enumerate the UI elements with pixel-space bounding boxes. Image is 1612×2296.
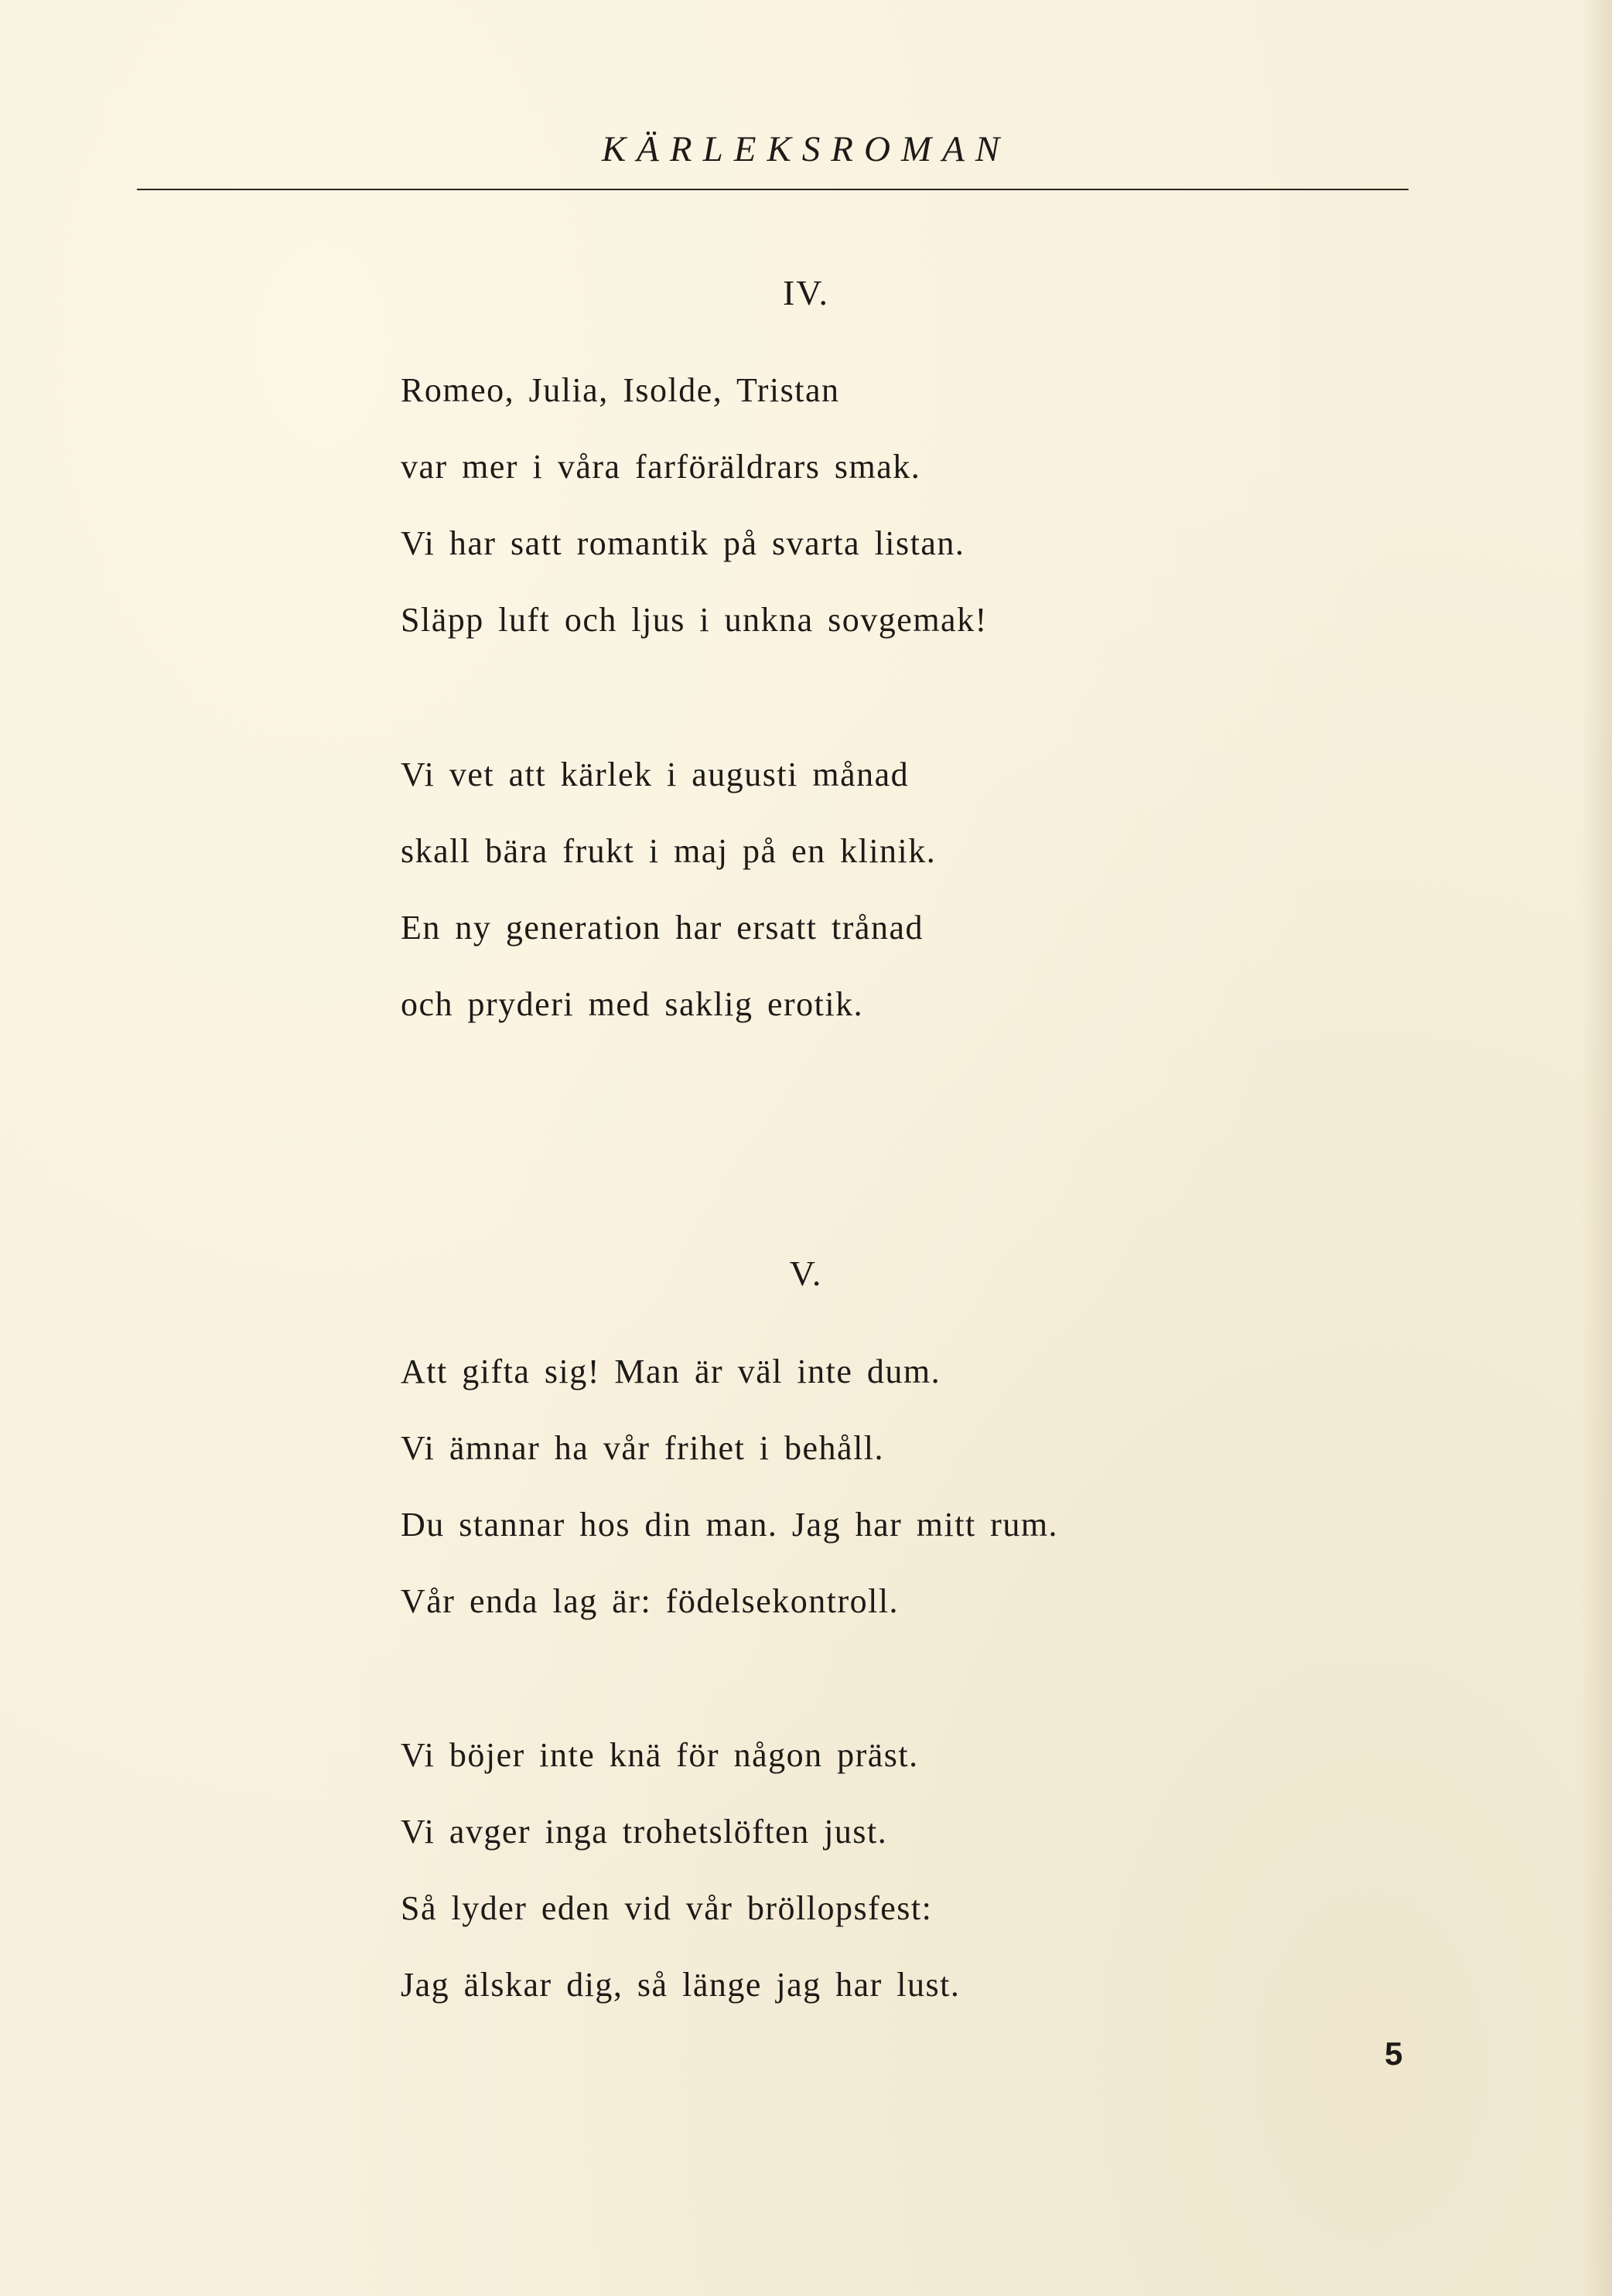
poem-line: och pryderi med saklig erotik.: [401, 985, 864, 1023]
stanza-iv-2: [401, 736, 1484, 1042]
stanza-v-2: [401, 1717, 1484, 2023]
stanza-v-1: [401, 1333, 1484, 1639]
page-edge-shadow: [1581, 0, 1612, 2296]
poem-line: Att gifta sig! Man är väl inte dum.: [401, 1353, 941, 1390]
poem-line: Jag älskar dig, så länge jag har lust.: [401, 1966, 961, 2004]
poem-line: En ny generation har ersatt trånad: [401, 909, 924, 947]
poem-line: Vi ämnar ha vår frihet i behåll.: [401, 1429, 885, 1467]
running-head: KÄRLEKSROMAN: [601, 129, 1011, 169]
poem-line: Du stannar hos din man. Jag har mitt rum.: [401, 1506, 1059, 1544]
poem-line: Så lyder eden vid vår bröllopsfest:: [401, 1889, 933, 1927]
section-number-iv: IV.: [782, 273, 830, 312]
poem-line: Romeo, Julia, Isolde, Tristan: [401, 371, 840, 409]
header-rule: [137, 189, 1409, 190]
poem-line: Vi vet att kärlek i augusti månad: [401, 756, 910, 793]
stanza-iv-1: [401, 352, 1484, 658]
poem-line: Vår enda lag är: födelsekontroll.: [401, 1582, 900, 1620]
poem-line: Vi avger inga trohetslöften just.: [401, 1813, 888, 1851]
poem-line: skall bära frukt i maj på en klinik.: [401, 832, 937, 870]
page-number: 5: [1385, 2035, 1403, 2072]
poem-line: Släpp luft och ljus i unkna sovgemak!: [401, 601, 988, 639]
poem-line: var mer i våra farföräldrars smak.: [401, 448, 921, 486]
poem-line: Vi har satt romantik på svarta listan.: [401, 524, 965, 562]
section-number-v: V.: [789, 1254, 823, 1293]
poem-line: Vi böjer inte knä för någon präst.: [401, 1736, 919, 1774]
